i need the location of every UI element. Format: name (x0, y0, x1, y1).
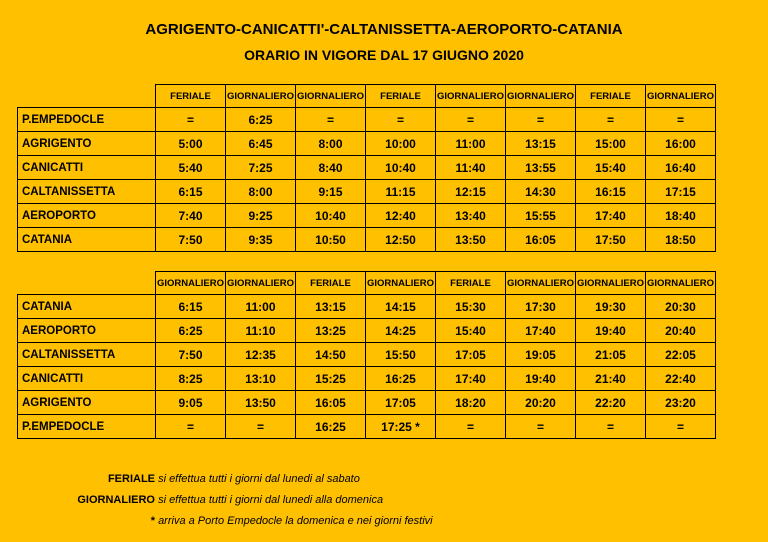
stop-name: CANICATTI (18, 156, 156, 180)
table-row (18, 132, 716, 156)
service-type-header: GIORNALIERO (646, 85, 716, 108)
outbound-timetable (17, 84, 716, 252)
departure-time: 5:00 (156, 132, 226, 156)
legend-giornaliero (0, 494, 383, 506)
stop-name: P.EMPEDOCLE (18, 108, 156, 132)
departure-time: 18:20 (436, 391, 506, 415)
departure-time: 17:50 (576, 228, 646, 252)
departure-time: 17:30 (506, 295, 576, 319)
departure-time: = (506, 415, 576, 439)
stop-name: AEROPORTO (18, 204, 156, 228)
legend-giornaliero-key: GIORNALIERO (77, 494, 155, 506)
departure-time: 7:25 (226, 156, 296, 180)
departure-time: 22:05 (646, 343, 716, 367)
departure-time: 5:40 (156, 156, 226, 180)
departure-time: 17:05 (366, 391, 436, 415)
legend-note-desc: arriva a Porto Empedocle la domenica e nei giorni festivi (158, 515, 433, 527)
departure-time: 17:40 (506, 319, 576, 343)
departure-time: 13:50 (226, 391, 296, 415)
departure-time: 9:05 (156, 391, 226, 415)
service-type-header: GIORNALIERO (576, 272, 646, 295)
service-type-header: GIORNALIERO (506, 85, 576, 108)
departure-time: 12:35 (226, 343, 296, 367)
departure-time: 9:35 (226, 228, 296, 252)
departure-time: 12:50 (366, 228, 436, 252)
stop-name: CATANIA (18, 295, 156, 319)
departure-time: = (226, 415, 296, 439)
departure-time: 11:40 (436, 156, 506, 180)
service-type-header: GIORNALIERO (226, 272, 296, 295)
departure-time: 12:15 (436, 180, 506, 204)
service-type-header: GIORNALIERO (506, 272, 576, 295)
departure-time: 15:00 (576, 132, 646, 156)
service-type-header: GIORNALIERO (366, 272, 436, 295)
departure-time: 15:40 (576, 156, 646, 180)
departure-time: 10:00 (366, 132, 436, 156)
departure-time: 7:50 (156, 343, 226, 367)
departure-time: 13:25 (296, 319, 366, 343)
stop-name: AEROPORTO (18, 319, 156, 343)
table-row (18, 108, 716, 132)
departure-time: 20:30 (646, 295, 716, 319)
departure-time: 20:40 (646, 319, 716, 343)
return-timetable (17, 271, 716, 439)
table-row (18, 156, 716, 180)
departure-time: 6:45 (226, 132, 296, 156)
table-row (18, 204, 716, 228)
departure-time: 18:50 (646, 228, 716, 252)
departure-time: = (646, 415, 716, 439)
departure-time: 14:15 (366, 295, 436, 319)
page-title: AGRIGENTO-CANICATTI'-CALTANISSETTA-AEROPORTO-CATANIA (145, 21, 623, 38)
service-type-header: FERIALE (296, 272, 366, 295)
service-type-header: GIORNALIERO (296, 85, 366, 108)
stop-name: AGRIGENTO (18, 391, 156, 415)
table-row (18, 180, 716, 204)
departure-time: = (436, 108, 506, 132)
stop-name: CALTANISSETTA (18, 343, 156, 367)
departure-time: = (576, 108, 646, 132)
departure-time: 13:15 (296, 295, 366, 319)
departure-time: 12:40 (366, 204, 436, 228)
departure-time: 19:40 (506, 367, 576, 391)
departure-time: 6:25 (156, 319, 226, 343)
stop-name: CATANIA (18, 228, 156, 252)
service-type-header: GIORNALIERO (646, 272, 716, 295)
service-type-header: GIORNALIERO (436, 85, 506, 108)
departure-time: 22:40 (646, 367, 716, 391)
departure-time: 15:30 (436, 295, 506, 319)
service-type-header: GIORNALIERO (156, 272, 226, 295)
table-row (18, 228, 716, 252)
departure-time: 20:20 (506, 391, 576, 415)
departure-time: 21:40 (576, 367, 646, 391)
outbound-header-row (18, 85, 716, 108)
departure-time: 11:10 (226, 319, 296, 343)
departure-time: 17:05 (436, 343, 506, 367)
departure-time: 10:50 (296, 228, 366, 252)
service-type-header: FERIALE (576, 85, 646, 108)
departure-time: 16:25 (296, 415, 366, 439)
departure-time: 19:30 (576, 295, 646, 319)
departure-time: = (646, 108, 716, 132)
departure-time: 16:40 (646, 156, 716, 180)
departure-time: 11:00 (436, 132, 506, 156)
departure-time: 17:25 * (366, 415, 436, 439)
departure-time: 13:15 (506, 132, 576, 156)
departure-time: 13:10 (226, 367, 296, 391)
departure-time: 8:00 (226, 180, 296, 204)
departure-time: 18:40 (646, 204, 716, 228)
return-header-row (18, 272, 716, 295)
departure-time: 6:25 (226, 108, 296, 132)
table-row (18, 367, 716, 391)
stop-name: CALTANISSETTA (18, 180, 156, 204)
departure-time: 10:40 (366, 156, 436, 180)
departure-time: = (156, 415, 226, 439)
table-row (18, 391, 716, 415)
departure-time: 6:15 (156, 180, 226, 204)
stop-name: CANICATTI (18, 367, 156, 391)
departure-time: 16:00 (646, 132, 716, 156)
departure-time: 15:55 (506, 204, 576, 228)
departure-time: 8:00 (296, 132, 366, 156)
departure-time: 19:40 (576, 319, 646, 343)
departure-time: 17:40 (576, 204, 646, 228)
departure-time: 17:15 (646, 180, 716, 204)
departure-time: 14:50 (296, 343, 366, 367)
table-row (18, 295, 716, 319)
departure-time: = (296, 108, 366, 132)
departure-time: 15:25 (296, 367, 366, 391)
header-corner (18, 272, 156, 295)
departure-time: 9:25 (226, 204, 296, 228)
departure-time: = (156, 108, 226, 132)
service-type-header: FERIALE (156, 85, 226, 108)
table-row (18, 415, 716, 439)
departure-time: 16:25 (366, 367, 436, 391)
departure-time: 10:40 (296, 204, 366, 228)
table-row (18, 343, 716, 367)
departure-time: 22:20 (576, 391, 646, 415)
departure-time: = (436, 415, 506, 439)
departure-time: 7:40 (156, 204, 226, 228)
legend-giornaliero-desc: si effettua tutti i giorni dal lunedi alla domenica (158, 494, 384, 506)
stop-name: P.EMPEDOCLE (18, 415, 156, 439)
departure-time: 13:40 (436, 204, 506, 228)
departure-time: 16:05 (296, 391, 366, 415)
departure-time: = (366, 108, 436, 132)
departure-time: 19:05 (506, 343, 576, 367)
legend-feriale-desc: si effettua tutti i giorni dal lunedi al sabato (158, 473, 360, 485)
departure-time: 11:00 (226, 295, 296, 319)
departure-time: 14:30 (506, 180, 576, 204)
departure-time: 7:50 (156, 228, 226, 252)
departure-time: 17:40 (436, 367, 506, 391)
service-type-header: FERIALE (366, 85, 436, 108)
service-type-header: FERIALE (436, 272, 506, 295)
service-type-header: GIORNALIERO (226, 85, 296, 108)
departure-time: = (576, 415, 646, 439)
departure-time: 8:25 (156, 367, 226, 391)
departure-time: 16:05 (506, 228, 576, 252)
legend-note (0, 515, 433, 527)
stop-name: AGRIGENTO (18, 132, 156, 156)
page-subtitle: ORARIO IN VIGORE DAL 17 GIUGNO 2020 (244, 47, 524, 63)
departure-time: = (506, 108, 576, 132)
departure-time: 11:15 (366, 180, 436, 204)
departure-time: 8:40 (296, 156, 366, 180)
departure-time: 15:40 (436, 319, 506, 343)
departure-time: 13:55 (506, 156, 576, 180)
departure-time: 13:50 (436, 228, 506, 252)
legend-feriale (0, 473, 360, 485)
legend-feriale-key: FERIALE (107, 473, 155, 485)
departure-time: 23:20 (646, 391, 716, 415)
header-corner (18, 85, 156, 108)
departure-time: 15:50 (366, 343, 436, 367)
departure-time: 16:15 (576, 180, 646, 204)
departure-time: 9:15 (296, 180, 366, 204)
departure-time: 21:05 (576, 343, 646, 367)
legend-note-key: * (150, 515, 155, 527)
table-row (18, 319, 716, 343)
departure-time: 6:15 (156, 295, 226, 319)
departure-time: 14:25 (366, 319, 436, 343)
